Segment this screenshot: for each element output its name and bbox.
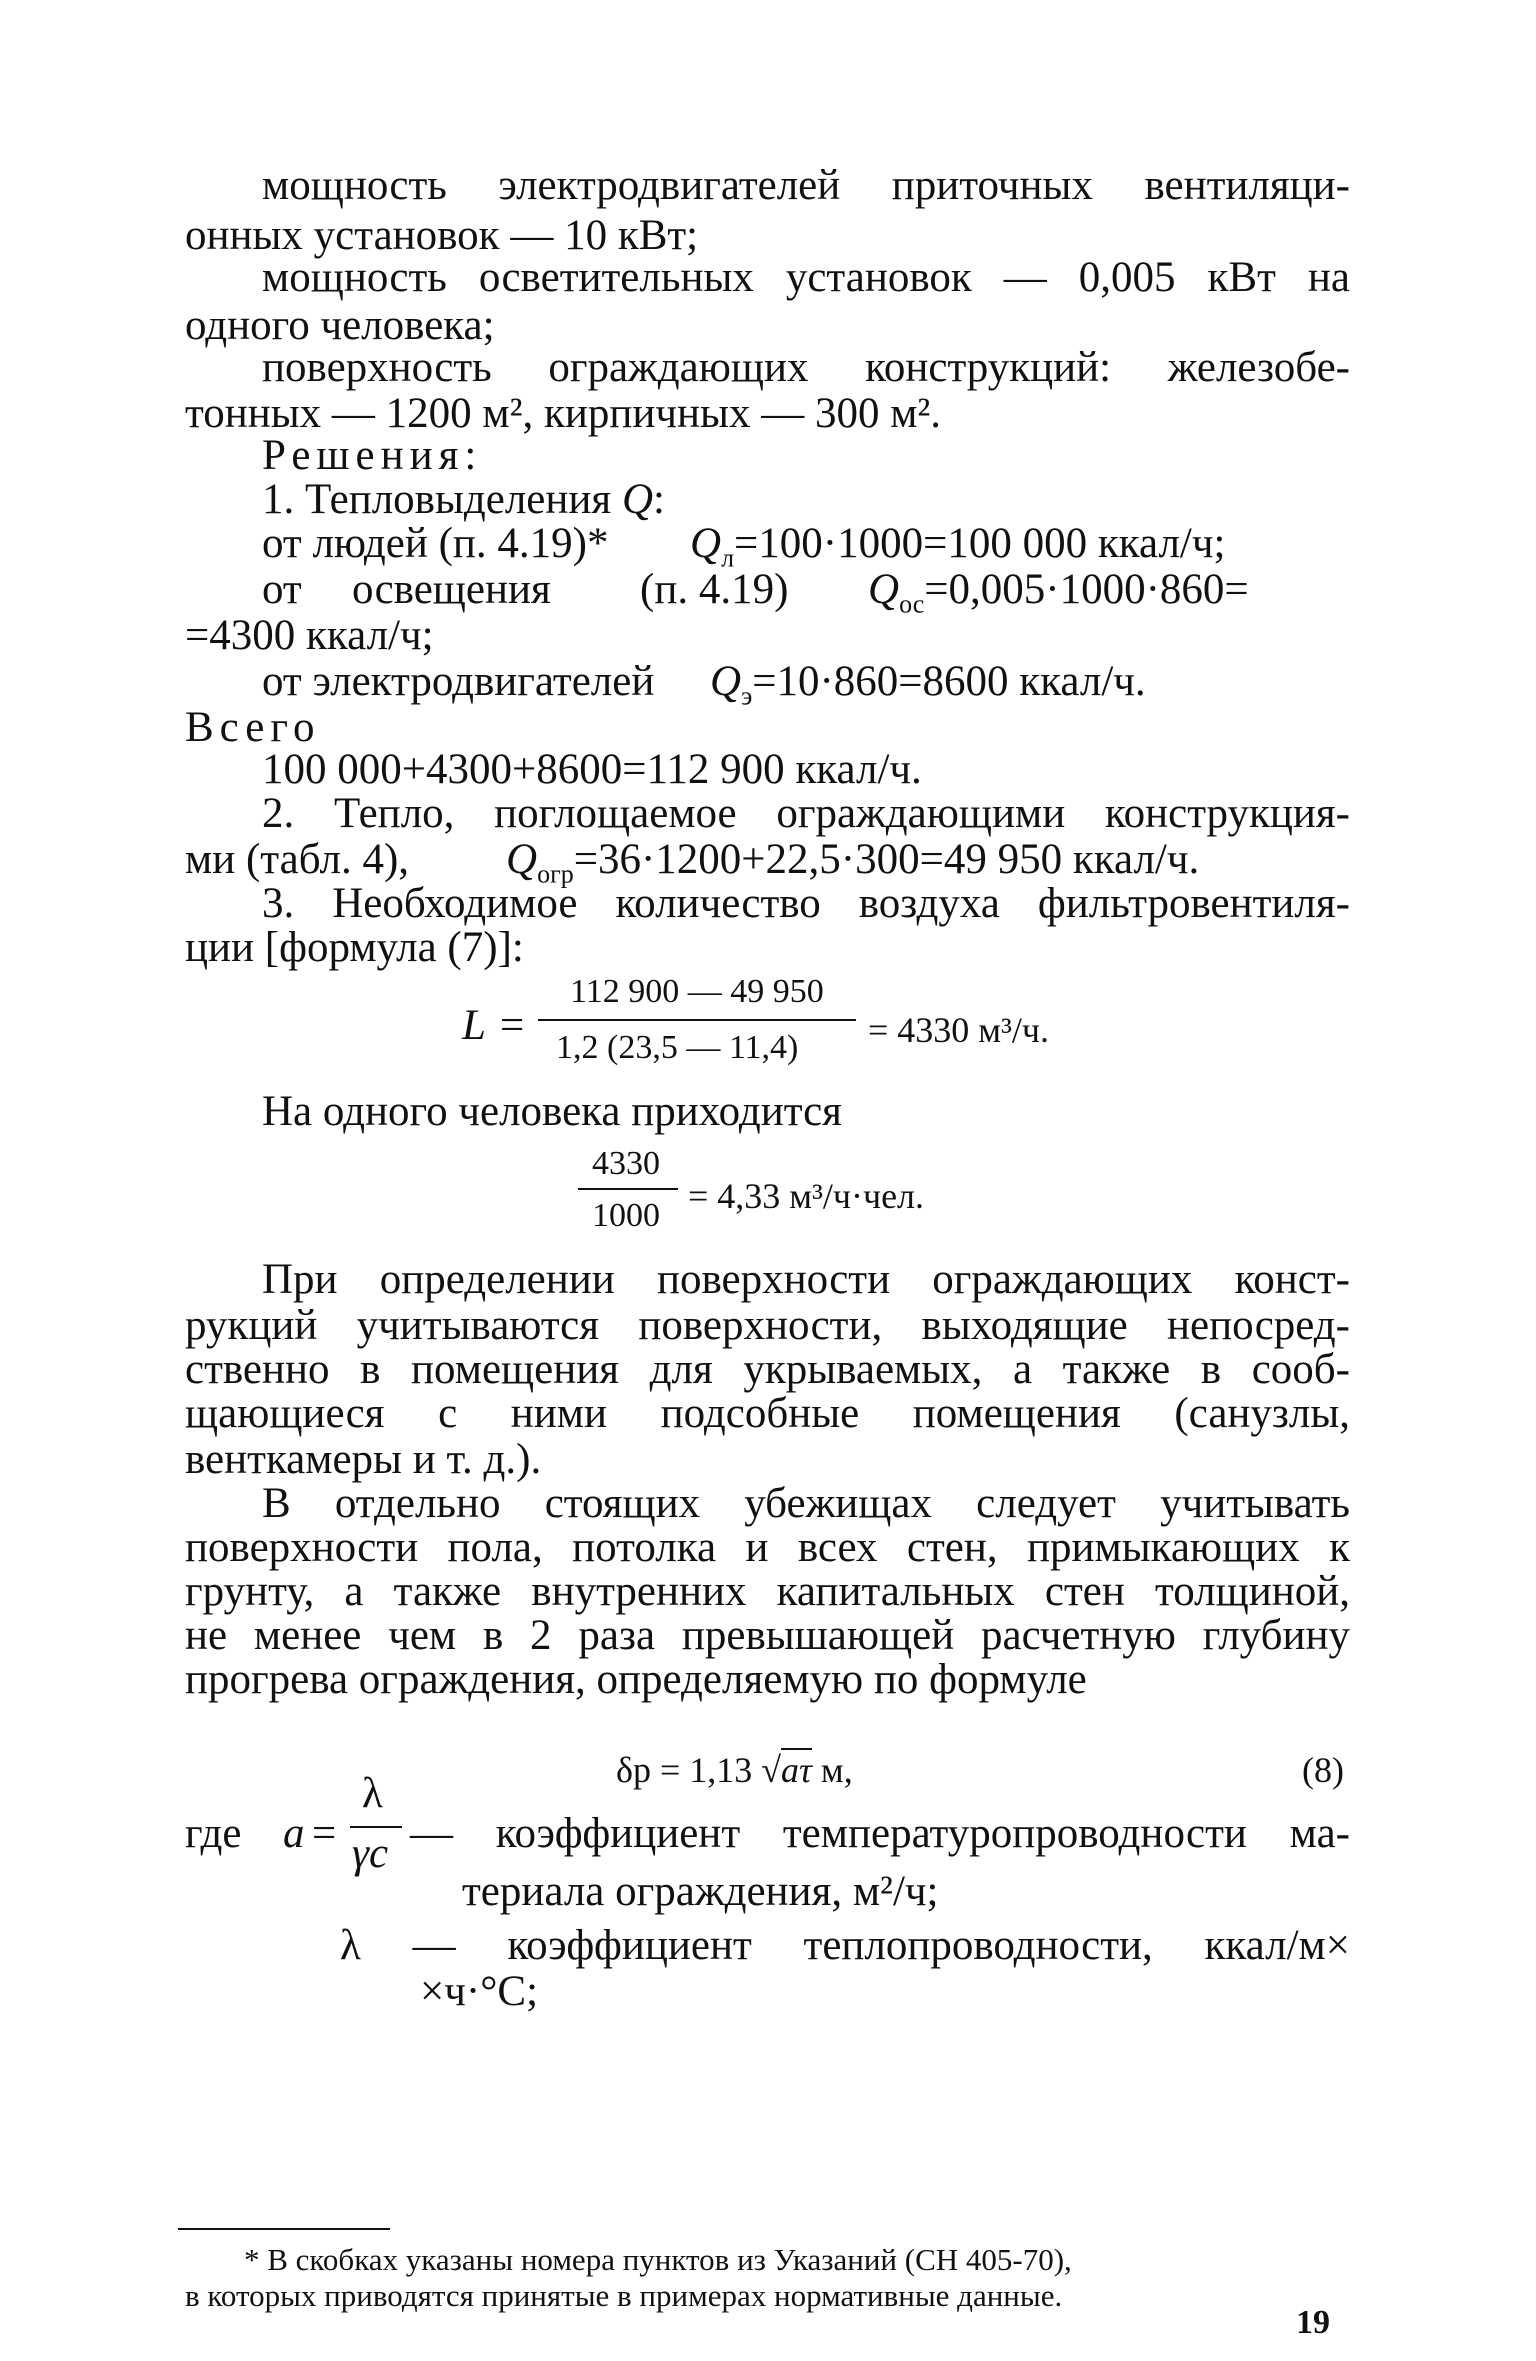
text-line: мощность электродвигателей приточных вентиляци- <box>262 162 1350 209</box>
text-line: поверхности пола, потолка и всех стен, примыкающих к <box>185 1524 1350 1571</box>
total-expression: 100 000+4300+8600=112 900 ккал/ч. <box>262 746 922 793</box>
l-result: = 4330 м³/ч. <box>868 1010 1049 1050</box>
from-people-expression: =100·1000=100 000 ккал/ч; <box>734 520 1226 567</box>
text-line: одного человека; <box>185 302 495 349</box>
per-person-denominator: 1000 <box>592 1197 660 1234</box>
fraction-bar <box>578 1188 678 1190</box>
q-symbol: Q <box>506 836 538 883</box>
text-line: 2. Тепло, поглощаемое ограждающими конструкция- <box>262 790 1350 837</box>
total-label: Всего <box>185 704 321 751</box>
text-line: поверхность ограждающих конструкций: железобе- <box>262 344 1350 391</box>
q-subscript: л <box>721 543 735 573</box>
text-line: ции [формула (7)]: <box>185 924 524 971</box>
sqrt-sign: √ <box>761 1750 782 1790</box>
footnote-line: в которых приводятся принятые в примерах нормативные данные. <box>185 2278 1063 2313</box>
footnote-rule <box>178 2228 390 2230</box>
l-symbol: L <box>462 1002 486 1049</box>
from-motors-expression: =10·860=8600 ккал/ч. <box>752 658 1146 705</box>
a-symbol: a <box>283 1810 305 1857</box>
text-line: прогрева ограждения, определяемую по формуле <box>185 1656 1087 1703</box>
text-line: мощность осветительных установок — 0,005 кВт на <box>262 254 1350 301</box>
l-denominator: 1,2 (23,5 — 11,4) <box>556 1029 799 1066</box>
l-equals: = <box>500 1002 525 1049</box>
q-symbol: Q <box>690 520 722 567</box>
fraction-bar <box>350 1826 402 1828</box>
text-line: тонных — 1200 м², кирпичных — 300 м². <box>185 390 942 437</box>
a-definition: — коэффициент температуропроводности ма- <box>410 1810 1350 1857</box>
text-line: не менее чем в 2 раза превышающей расчетную глубину <box>185 1612 1350 1659</box>
text-line: венткамеры и т. д.). <box>185 1436 542 1483</box>
from-light-label-2: освещения <box>352 566 551 613</box>
page-number: 19 <box>1296 2304 1330 2341</box>
delta-formula <box>616 1746 853 1794</box>
text-line: рукций учитываются поверхности, выходящие непосред- <box>185 1302 1350 1349</box>
delta-lhs: δр = 1,13 <box>616 1750 762 1790</box>
where-label: где <box>185 1810 242 1857</box>
item-2-ref: ми (табл. 4), <box>185 836 410 883</box>
l-numerator: 112 900 — 49 950 <box>570 973 824 1010</box>
a-definition-cont: териала ограждения, м²/ч; <box>462 1868 939 1915</box>
from-light-label-1: от <box>262 566 302 613</box>
fraction-bar <box>538 1019 856 1021</box>
a-equals: = <box>312 1810 337 1857</box>
item-1-text: 1. Тепловыделения <box>262 476 622 523</box>
text-line: ственно в помещения для укрываемых, а также в сооб- <box>185 1346 1350 1393</box>
section-heading: Решения: <box>262 432 483 479</box>
from-light-formula <box>868 566 1249 629</box>
gamma-c-denominator: γc <box>352 1830 389 1877</box>
q-subscript: э <box>741 681 753 711</box>
from-people-label: от людей (п. 4.19)* <box>262 520 609 567</box>
item-1-heading <box>262 476 665 524</box>
q-subscript: ос <box>899 589 925 619</box>
q-symbol: Q <box>621 476 653 523</box>
q-symbol: Q <box>710 658 742 705</box>
from-light-result: =4300 ккал/ч; <box>185 612 434 659</box>
item-2-expression: =36·1200+22,5·300=49 950 ккал/ч. <box>573 836 1200 883</box>
colon: : <box>653 476 665 523</box>
lambda-definition: λ — коэффициент теплопроводности, ккал/м× <box>340 1922 1350 1969</box>
text-line: онных установок — 10 кВт; <box>185 212 699 259</box>
text-line: щающиеся с ними подсобные помещения (санузлы, <box>185 1390 1350 1437</box>
lambda-numerator: λ <box>362 1770 383 1817</box>
q-subscript: огр <box>537 859 574 889</box>
per-person-result: = 4,33 м³/ч·чел. <box>688 1176 925 1216</box>
lambda-definition-cont: ×ч·°С; <box>420 1968 539 2015</box>
delta-unit: м, <box>811 1750 853 1790</box>
per-person-numerator: 4330 <box>592 1145 660 1182</box>
text-line: При определении поверхности ограждающих конст- <box>262 1256 1350 1303</box>
equation-number: (8) <box>1302 1750 1344 1790</box>
text-line: 3. Необходимое количество воздуха фильтровентиля- <box>262 880 1350 927</box>
q-symbol: Q <box>868 566 900 613</box>
from-light-ref: (п. 4.19) <box>640 566 789 613</box>
from-motors-label: от электродвигателей <box>262 658 655 705</box>
text-line: В отдельно стоящих убежищах следует учитывать <box>262 1480 1350 1527</box>
text-line: грунту, а также внутренних капитальных стен толщиной, <box>185 1568 1350 1615</box>
text-line: На одного человека приходится <box>262 1088 842 1135</box>
from-light-expression: =0,005·1000·860= <box>924 566 1249 613</box>
footnote-line: * В скобках указаны номера пунктов из Указаний (СН 405-70), <box>244 2242 1072 2277</box>
sqrt-radicand: aτ <box>781 1750 812 1790</box>
